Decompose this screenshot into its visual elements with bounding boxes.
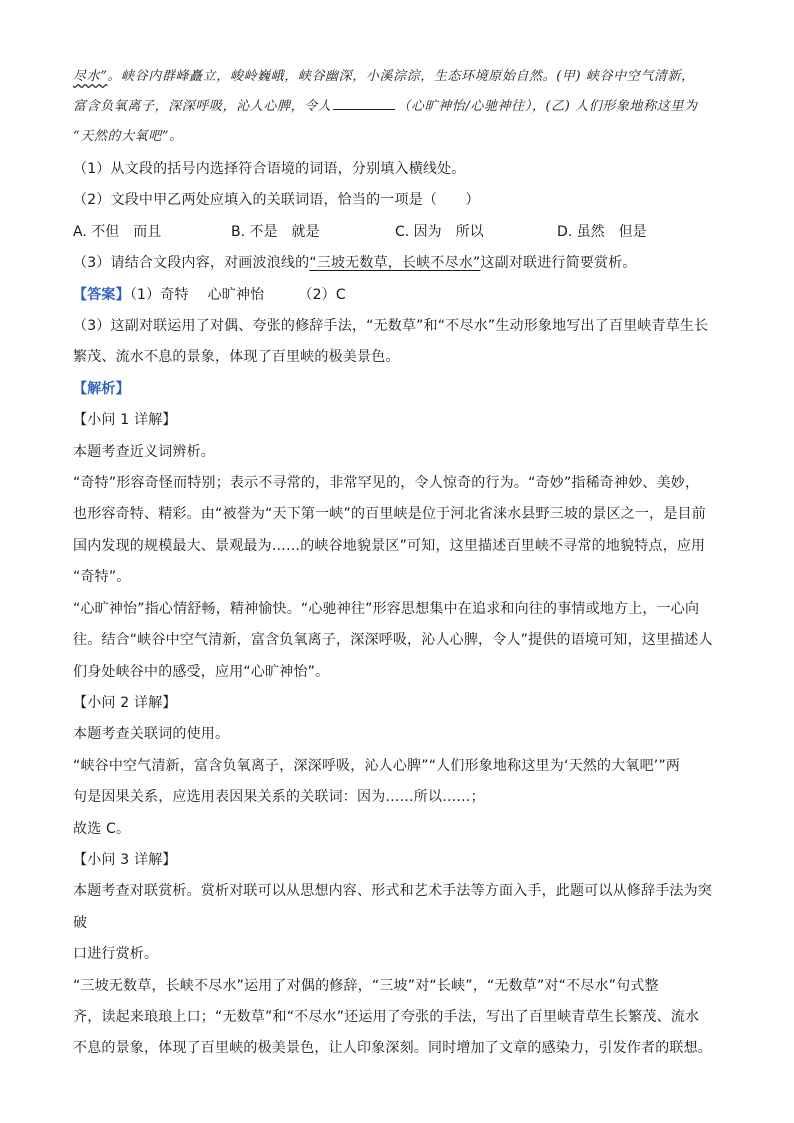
analysis-text: 国内发现的规模最大、景观最为……的峡谷地貌景区”可知，这里描述百里峡不寻常的地貌特点，应用	[73, 537, 706, 554]
analysis-text: “心旷神怡”指心情舒畅，精神愉快。“心驰神往”形容思想集中在追求和向往的事情或地方上，一心向	[73, 600, 700, 617]
passage-line-2	[73, 92, 723, 122]
subquestion-2-title: 【小问 2 详解】	[73, 694, 177, 711]
document-page	[73, 62, 723, 1065]
answer-tag: 【答案】	[73, 286, 130, 303]
passage-line-3: “天然的大氧吧”。	[73, 129, 183, 144]
analysis-text: 齐，读起来琅琅上口；“无数草”和“不尽水”还运用了夸张的手法，写出了百里峡青草生长繁茂、流水	[73, 1008, 700, 1025]
answer-2: （2）C	[298, 286, 346, 303]
analysis-text: 们身处峡谷中的感受，应用“心旷神怡”。	[73, 663, 330, 680]
analysis-text: 不息的景象，体现了百里峡的极美景色，让人印象深刻。同时增加了文章的感染力，引发作者的联想。	[73, 1040, 712, 1057]
analysis-text: “奇特”。	[73, 569, 131, 586]
option-b: B. 不是 就是	[231, 223, 320, 240]
analysis-text: “峡谷中空气清新，富含负氧离子，深深呼吸，沁人心脾”“人们形象地称这里为‘天然的大氧吧’”两	[73, 757, 681, 774]
underlined-couplet: “三坡无数草，长峡不尽水”	[309, 255, 481, 272]
passage-text: 。峡谷内群峰矗立，峻岭巍峨，峡谷幽深，小溪淙淙，生态环境原始自然。(甲) 峡谷中空气清新，	[107, 69, 695, 84]
passage-excerpt	[73, 62, 723, 152]
analysis-text: 故选 C。	[73, 820, 131, 837]
answer-3-line-2: 繁茂、流水不息的景象，体现了百里峡的极美景色。	[73, 349, 400, 366]
analysis-text: “奇特”形容奇怪而特别；表示不寻常的，非常罕见的，令人惊奇的行为。“奇妙”指稀奇神妙、美妙，	[73, 475, 700, 492]
answer-line	[73, 280, 723, 311]
analysis-text: 句是因果关系，应选用表因果关系的关联词：因为……所以……；	[73, 789, 485, 806]
analysis-heading: 【解析】	[73, 380, 130, 397]
question-text: （3）请结合文段内容，对画波浪线的	[73, 255, 310, 272]
analysis-text: 本题考查对联赏析。赏析对联可以从思想内容、形式和艺术手法等方面入手，此题可以从修辞手法为突破	[73, 883, 712, 931]
passage-text: 富含负氧离子，深深呼吸，沁人心脾，令人	[73, 99, 332, 114]
passage-line-1	[73, 62, 723, 92]
option-c: C. 因为 所以	[395, 223, 484, 240]
fill-blank	[333, 95, 395, 110]
option-d: D. 虽然 但是	[557, 223, 647, 240]
analysis-text: 也形容奇特、精彩。由“被誉为“天下第一峡”的百里峡是位于河北省涞水县野三坡的景区之一，是目前	[73, 506, 706, 523]
passage-text: （心旷神怡/心驰神往），(乙) 人们形象地称这里为	[397, 99, 698, 114]
analysis-text: 往。结合“峡谷中空气清新，富含负氧离子，深深呼吸，沁人心脾，令人”提供的语境可知，这里描述人	[73, 632, 713, 649]
subquestion-3-title: 【小问 3 详解】	[73, 851, 177, 868]
answer-3-line-1: （3）这副对联运用了对偶、夸张的修辞手法，“无数草”和“不尽水”生动形象地写出了百里峡青草生长	[73, 318, 709, 335]
question-3	[73, 248, 723, 279]
answer-1: （1）奇特 心旷神怡	[129, 286, 265, 303]
analysis-tag	[73, 374, 723, 405]
analysis-text: 本题考查关联词的使用。	[73, 726, 230, 743]
subquestion-1-title: 【小问 1 详解】	[73, 412, 177, 429]
question-text: 这副对联进行简要赏析。	[480, 255, 637, 272]
option-a: A. 不但 而且	[73, 223, 162, 240]
choice-options	[73, 217, 723, 248]
analysis-text: 口进行赏析。	[73, 946, 159, 963]
analysis-text: “三坡无数草，长峡不尽水”运用了对偶的修辞，“三坡”对“长峡”，“无数草”对“不尽水”句式整	[73, 977, 659, 994]
question-1: （1）从文段的括号内选择符合语境的词语，分别填入横线处。	[73, 161, 466, 177]
analysis-text: 本题考查近义词辨析。	[73, 443, 215, 460]
wavy-underlined-text: 尽水”	[73, 69, 108, 84]
question-2: （2）文段中甲乙两处应填入的关联词语，恰当的一项是（ ）	[73, 192, 480, 209]
